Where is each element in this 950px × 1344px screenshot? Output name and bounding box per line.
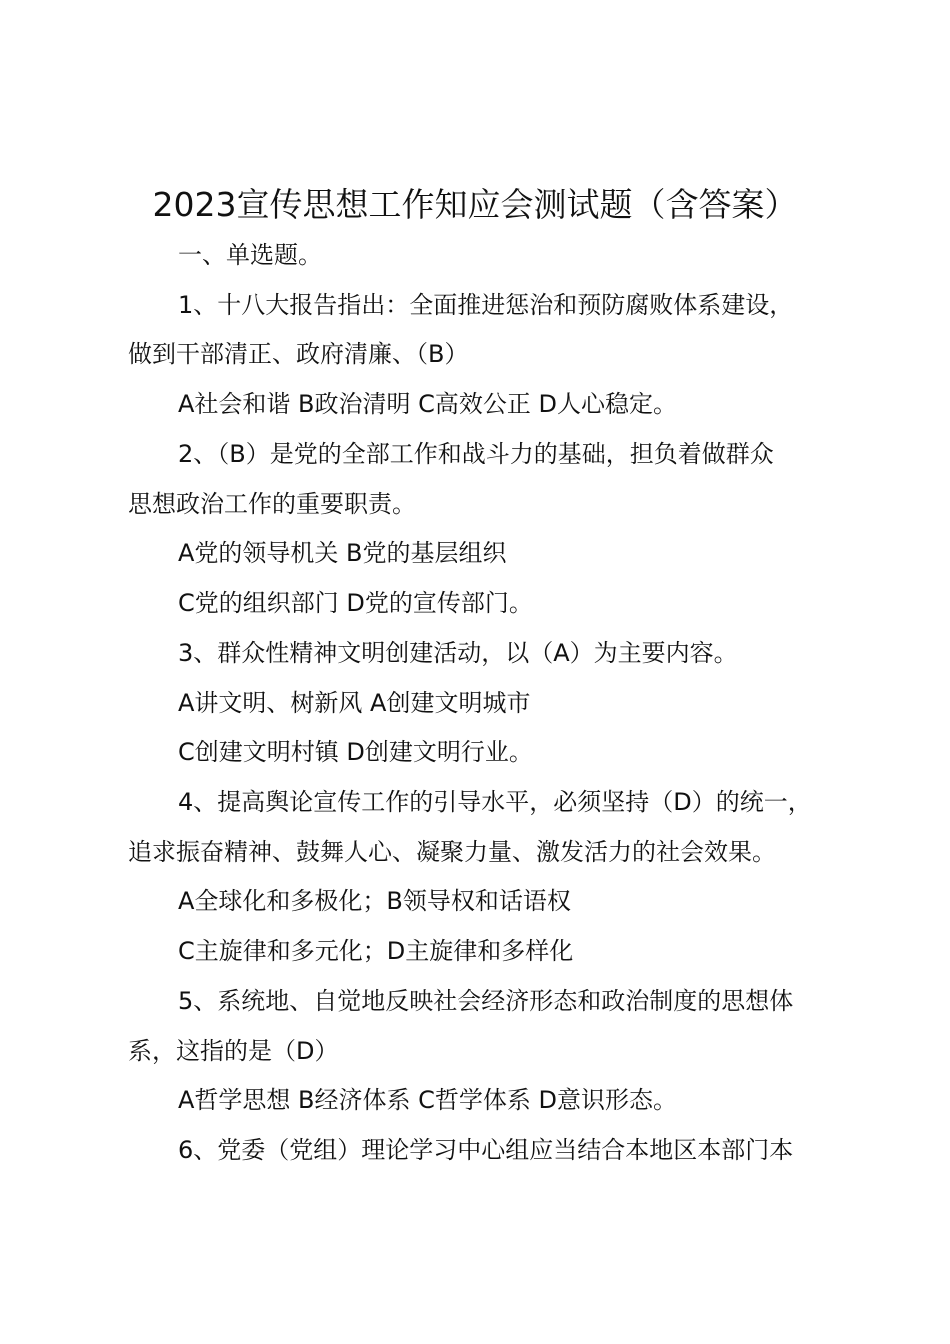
question-2-line-1: 2、（B）是党的全部工作和战斗力的基础，担负着做群众 <box>178 440 774 468</box>
page-title: 2023宣传思想工作知应会测试题（含答案） <box>152 185 798 224</box>
question-4-line-1: 4、提高舆论宣传工作的引导水平，必须坚持（D）的统一， <box>178 788 812 816</box>
question-3-options-2: C创建文明村镇 D创建文明行业。 <box>178 738 533 766</box>
question-2-line-2: 思想政治工作的重要职责。 <box>128 490 416 518</box>
question-2-options-1: A党的领导机关 B党的基层组织 <box>178 539 507 567</box>
question-5-options: A哲学思想 B经济体系 C哲学体系 D意识形态。 <box>178 1086 678 1114</box>
question-5-line-2: 系，这指的是（D） <box>128 1037 339 1065</box>
question-3-options-1: A讲文明、树新风 A创建文明城市 <box>178 689 531 717</box>
section-heading: 一、单选题。 <box>178 241 322 269</box>
question-1-line-1: 1、十八大报告指出：全面推进惩治和预防腐败体系建设， <box>178 291 794 319</box>
question-4-options-2: C主旋律和多元化；D主旋律和多样化 <box>178 937 574 965</box>
question-1-options: A社会和谐 B政治清明 C高效公正 D人心稳定。 <box>178 390 678 418</box>
question-4-options-1: A全球化和多极化；B领导权和话语权 <box>178 887 571 915</box>
question-4-line-2: 追求振奋精神、鼓舞人心、凝聚力量、激发活力的社会效果。 <box>128 838 776 866</box>
question-2-options-2: C党的组织部门 D党的宣传部门。 <box>178 589 533 617</box>
question-3-line-1: 3、群众性精神文明创建活动，以（A）为主要内容。 <box>178 639 738 667</box>
question-6-line-1: 6、党委（党组）理论学习中心组应当结合本地区本部门本 <box>178 1136 794 1164</box>
question-5-line-1: 5、系统地、自觉地反映社会经济形态和政治制度的思想体 <box>178 987 794 1015</box>
question-1-line-2: 做到干部清正、政府清廉、（B） <box>128 340 469 368</box>
